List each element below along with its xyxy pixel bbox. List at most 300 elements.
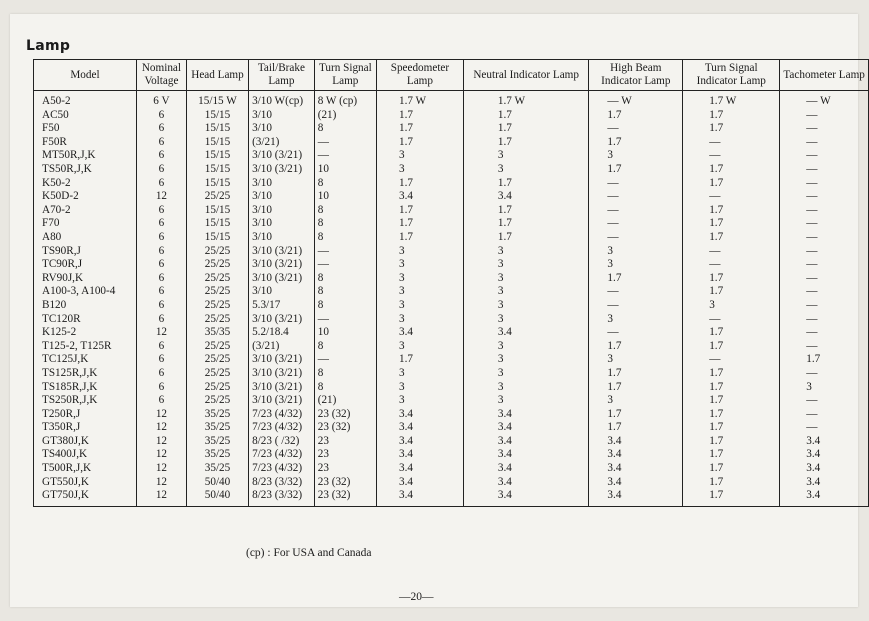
cell-neutral-indicator-lamp: 3 [463, 340, 589, 354]
cell-turn-signal-lamp: 8 W (cp) [314, 91, 376, 109]
cell-model: A50-2 [34, 91, 137, 109]
cell-speedometer-lamp: 3 [376, 367, 463, 381]
cell-speedometer-lamp: 3 [376, 163, 463, 177]
cell-model: TS125R,J,K [34, 367, 137, 381]
cell-head-lamp: 15/15 [186, 136, 248, 150]
cell-high-beam-indicator-lamp: — [589, 285, 683, 299]
cell-neutral-indicator-lamp: 3 [463, 313, 589, 327]
table-row [34, 136, 869, 150]
cell-voltage: 6 [136, 109, 186, 123]
cell-turn-signal-indicator-lamp: — [683, 258, 780, 272]
cell-high-beam-indicator-lamp: 3 [589, 258, 683, 272]
cell-high-beam-indicator-lamp: 1.7 [589, 163, 683, 177]
cell-neutral-indicator-lamp: 3 [463, 285, 589, 299]
cell-turn-signal-indicator-lamp: — [683, 245, 780, 259]
cell-high-beam-indicator-lamp: 1.7 [589, 380, 683, 394]
cell-speedometer-lamp: 3.4 [376, 421, 463, 435]
cell-speedometer-lamp: 3.4 [376, 462, 463, 476]
cell-speedometer-lamp: 1.7 W [376, 91, 463, 109]
page-number: —20— [399, 591, 434, 603]
cell-turn-signal-indicator-lamp: — [683, 136, 780, 150]
cell-speedometer-lamp: 3 [376, 299, 463, 313]
cell-turn-signal-lamp: 8 [314, 340, 376, 354]
cell-head-lamp: 35/25 [186, 462, 248, 476]
table-row [34, 435, 869, 449]
column-header-turn-signal-lamp: Turn Signal Lamp [314, 60, 376, 91]
cell-turn-signal-lamp: 8 [314, 231, 376, 245]
cell-neutral-indicator-lamp: 1.7 [463, 177, 589, 191]
cell-speedometer-lamp: 3 [376, 258, 463, 272]
table-row [34, 91, 869, 109]
cell-tachometer-lamp: — [780, 285, 869, 299]
cell-turn-signal-indicator-lamp: 1.7 [683, 380, 780, 394]
cell-voltage: 6 [136, 149, 186, 163]
cell-speedometer-lamp: 3.4 [376, 476, 463, 490]
cell-tachometer-lamp: — [780, 245, 869, 259]
cell-high-beam-indicator-lamp: 3.4 [589, 476, 683, 490]
cell-model: MT50R,J,K [34, 149, 137, 163]
cell-voltage: 12 [136, 408, 186, 422]
table-row [34, 367, 869, 381]
table-row [34, 421, 869, 435]
cell-high-beam-indicator-lamp: — [589, 177, 683, 191]
cell-tail-brake-lamp: 3/10 W(cp) [249, 91, 315, 109]
cell-voltage: 6 [136, 258, 186, 272]
cell-turn-signal-indicator-lamp: 1.7 [683, 285, 780, 299]
column-header-tachometer-lamp: Tachometer Lamp [780, 60, 869, 91]
cell-neutral-indicator-lamp: 3.4 [463, 190, 589, 204]
cell-tachometer-lamp: 1.7 [780, 353, 869, 367]
cell-voltage: 12 [136, 489, 186, 506]
cell-turn-signal-lamp: — [314, 136, 376, 150]
cell-tachometer-lamp: — [780, 258, 869, 272]
table-row [34, 448, 869, 462]
cell-head-lamp: 25/25 [186, 353, 248, 367]
table-row [34, 109, 869, 123]
cell-speedometer-lamp: 1.7 [376, 122, 463, 136]
cell-neutral-indicator-lamp: 3 [463, 149, 589, 163]
cell-tachometer-lamp: — [780, 326, 869, 340]
cell-model: T250R,J [34, 408, 137, 422]
cell-voltage: 6 [136, 136, 186, 150]
cell-turn-signal-lamp: 23 [314, 448, 376, 462]
cell-turn-signal-indicator-lamp: 1.7 [683, 448, 780, 462]
cell-high-beam-indicator-lamp: 1.7 [589, 421, 683, 435]
cell-turn-signal-indicator-lamp: 1.7 [683, 340, 780, 354]
cell-high-beam-indicator-lamp: 3 [589, 353, 683, 367]
cell-high-beam-indicator-lamp: 3 [589, 394, 683, 408]
cell-head-lamp: 15/15 W [186, 91, 248, 109]
cell-turn-signal-lamp: 10 [314, 326, 376, 340]
cell-turn-signal-lamp: 23 (32) [314, 408, 376, 422]
cell-speedometer-lamp: 3 [376, 285, 463, 299]
cell-tail-brake-lamp: 3/10 (3/21) [249, 380, 315, 394]
column-header-tail-brake-lamp: Tail/Brake Lamp [249, 60, 315, 91]
cell-voltage: 12 [136, 421, 186, 435]
cell-voltage: 6 [136, 245, 186, 259]
cell-speedometer-lamp: 1.7 [376, 109, 463, 123]
cell-neutral-indicator-lamp: 3 [463, 299, 589, 313]
cell-tail-brake-lamp: 3/10 (3/21) [249, 272, 315, 286]
cell-voltage: 12 [136, 435, 186, 449]
cell-turn-signal-lamp: 10 [314, 163, 376, 177]
cell-head-lamp: 15/15 [186, 204, 248, 218]
cell-model: B120 [34, 299, 137, 313]
cell-model: F50 [34, 122, 137, 136]
cell-tachometer-lamp: 3.4 [780, 462, 869, 476]
cell-speedometer-lamp: 3.4 [376, 448, 463, 462]
cell-voltage: 6 V [136, 91, 186, 109]
cell-tail-brake-lamp: 8/23 (3/32) [249, 489, 315, 506]
cell-turn-signal-indicator-lamp: 1.7 [683, 272, 780, 286]
cell-model: K50D-2 [34, 190, 137, 204]
cell-tachometer-lamp: — [780, 204, 869, 218]
cell-tail-brake-lamp: 3/10 (3/21) [249, 313, 315, 327]
table-row [34, 299, 869, 313]
cell-voltage: 6 [136, 313, 186, 327]
cell-model: K125-2 [34, 326, 137, 340]
cell-model: AC50 [34, 109, 137, 123]
cell-neutral-indicator-lamp: 1.7 [463, 231, 589, 245]
cell-tachometer-lamp: — [780, 177, 869, 191]
cell-tail-brake-lamp: 3/10 [249, 177, 315, 191]
cell-neutral-indicator-lamp: 3.4 [463, 489, 589, 506]
cell-tail-brake-lamp: 7/23 (4/32) [249, 462, 315, 476]
cell-head-lamp: 15/15 [186, 177, 248, 191]
table-header [34, 60, 869, 91]
cell-turn-signal-lamp: 8 [314, 299, 376, 313]
cell-speedometer-lamp: 3.4 [376, 190, 463, 204]
cell-neutral-indicator-lamp: 3.4 [463, 462, 589, 476]
cell-speedometer-lamp: 3.4 [376, 408, 463, 422]
cell-tachometer-lamp: — [780, 190, 869, 204]
cell-neutral-indicator-lamp: 1.7 [463, 204, 589, 218]
cell-neutral-indicator-lamp: 3 [463, 245, 589, 259]
column-header-voltage: Nominal Voltage [136, 60, 186, 91]
cell-tachometer-lamp: 3.4 [780, 435, 869, 449]
cell-turn-signal-indicator-lamp: 1.7 [683, 231, 780, 245]
cell-turn-signal-lamp: 8 [314, 367, 376, 381]
cell-tail-brake-lamp: (3/21) [249, 136, 315, 150]
cell-high-beam-indicator-lamp: 3.4 [589, 448, 683, 462]
table-body [34, 91, 869, 507]
cell-head-lamp: 15/15 [186, 231, 248, 245]
cell-voltage: 6 [136, 163, 186, 177]
cell-model: TS50R,J,K [34, 163, 137, 177]
cell-tail-brake-lamp: 3/10 (3/21) [249, 367, 315, 381]
cell-neutral-indicator-lamp: 1.7 [463, 217, 589, 231]
cell-tachometer-lamp: — [780, 163, 869, 177]
cell-tail-brake-lamp: 3/10 [249, 109, 315, 123]
table-row [34, 163, 869, 177]
cell-speedometer-lamp: 1.7 [376, 204, 463, 218]
cell-turn-signal-indicator-lamp: 1.7 [683, 217, 780, 231]
cell-tachometer-lamp: — [780, 231, 869, 245]
table-row [34, 149, 869, 163]
cell-head-lamp: 25/25 [186, 272, 248, 286]
cell-speedometer-lamp: 3 [376, 149, 463, 163]
cell-head-lamp: 35/25 [186, 448, 248, 462]
cell-turn-signal-lamp: — [314, 313, 376, 327]
cell-head-lamp: 25/25 [186, 245, 248, 259]
cell-model: GT380J,K [34, 435, 137, 449]
cell-neutral-indicator-lamp: 3.4 [463, 326, 589, 340]
cell-tachometer-lamp: — [780, 340, 869, 354]
cell-voltage: 6 [136, 340, 186, 354]
section-title: Lamp [26, 38, 71, 54]
cell-voltage: 6 [136, 122, 186, 136]
cell-model: GT750J,K [34, 489, 137, 506]
header-row [34, 60, 869, 91]
cell-speedometer-lamp: 3 [376, 245, 463, 259]
cell-head-lamp: 25/25 [186, 380, 248, 394]
table-row [34, 122, 869, 136]
cell-high-beam-indicator-lamp: 1.7 [589, 340, 683, 354]
cell-tachometer-lamp: 3.4 [780, 448, 869, 462]
cell-tail-brake-lamp: 3/10 [249, 204, 315, 218]
cell-turn-signal-indicator-lamp: 1.7 [683, 122, 780, 136]
cell-tail-brake-lamp: 3/10 [249, 231, 315, 245]
cell-head-lamp: 15/15 [186, 109, 248, 123]
cell-high-beam-indicator-lamp: — [589, 217, 683, 231]
cell-tail-brake-lamp: 3/10 (3/21) [249, 353, 315, 367]
cell-speedometer-lamp: 1.7 [376, 353, 463, 367]
cell-high-beam-indicator-lamp: — [589, 190, 683, 204]
cell-neutral-indicator-lamp: 1.7 [463, 136, 589, 150]
cell-head-lamp: 25/25 [186, 258, 248, 272]
cell-tail-brake-lamp: 3/10 (3/21) [249, 149, 315, 163]
cell-tail-brake-lamp: 3/10 [249, 217, 315, 231]
cell-tail-brake-lamp: 8/23 (3/32) [249, 476, 315, 490]
cell-tachometer-lamp: — [780, 367, 869, 381]
cell-turn-signal-lamp: (21) [314, 109, 376, 123]
cell-neutral-indicator-lamp: 1.7 W [463, 91, 589, 109]
cell-model: TC120R [34, 313, 137, 327]
cell-voltage: 6 [136, 353, 186, 367]
cell-head-lamp: 25/25 [186, 340, 248, 354]
cell-high-beam-indicator-lamp: 3 [589, 313, 683, 327]
cell-model: K50-2 [34, 177, 137, 191]
cell-turn-signal-indicator-lamp: 1.7 [683, 408, 780, 422]
cell-speedometer-lamp: 1.7 [376, 217, 463, 231]
cell-tachometer-lamp: 3 [780, 380, 869, 394]
cell-turn-signal-lamp: 8 [314, 285, 376, 299]
cell-turn-signal-lamp: (21) [314, 394, 376, 408]
cell-turn-signal-indicator-lamp: 1.7 [683, 326, 780, 340]
column-header-high-beam-indicator-lamp: High Beam Indicator Lamp [589, 60, 683, 91]
cell-turn-signal-indicator-lamp: 1.7 [683, 421, 780, 435]
cell-turn-signal-lamp: — [314, 258, 376, 272]
cell-tail-brake-lamp: (3/21) [249, 340, 315, 354]
cell-voltage: 6 [136, 204, 186, 218]
cell-high-beam-indicator-lamp: 3.4 [589, 435, 683, 449]
cell-turn-signal-indicator-lamp: — [683, 190, 780, 204]
cell-tachometer-lamp: — [780, 272, 869, 286]
cell-tail-brake-lamp: 7/23 (4/32) [249, 408, 315, 422]
cell-high-beam-indicator-lamp: — [589, 122, 683, 136]
cell-tachometer-lamp: 3.4 [780, 489, 869, 506]
cell-model: TS400J,K [34, 448, 137, 462]
cell-tachometer-lamp: — [780, 109, 869, 123]
cell-high-beam-indicator-lamp: 3.4 [589, 489, 683, 506]
cell-model: GT550J,K [34, 476, 137, 490]
cell-turn-signal-lamp: 10 [314, 190, 376, 204]
cell-model: TS250R,J,K [34, 394, 137, 408]
table-row [34, 204, 869, 218]
cell-tachometer-lamp: — [780, 408, 869, 422]
cell-high-beam-indicator-lamp: 1.7 [589, 367, 683, 381]
cell-head-lamp: 15/15 [186, 122, 248, 136]
table-row [34, 231, 869, 245]
cell-turn-signal-lamp: 8 [314, 177, 376, 191]
cell-high-beam-indicator-lamp: 3 [589, 245, 683, 259]
cell-head-lamp: 15/15 [186, 149, 248, 163]
cell-head-lamp: 25/25 [186, 285, 248, 299]
cell-neutral-indicator-lamp: 3 [463, 272, 589, 286]
cell-high-beam-indicator-lamp: — [589, 299, 683, 313]
cell-model: T500R,J,K [34, 462, 137, 476]
cell-model: F50R [34, 136, 137, 150]
cell-turn-signal-lamp: — [314, 149, 376, 163]
cell-turn-signal-lamp: 23 [314, 435, 376, 449]
cell-speedometer-lamp: 1.7 [376, 177, 463, 191]
cell-head-lamp: 50/40 [186, 489, 248, 506]
cell-tachometer-lamp: — [780, 217, 869, 231]
cell-neutral-indicator-lamp: 3 [463, 163, 589, 177]
cell-high-beam-indicator-lamp: 1.7 [589, 272, 683, 286]
cell-voltage: 6 [136, 299, 186, 313]
cell-head-lamp: 25/25 [186, 299, 248, 313]
cell-model: RV90J,K [34, 272, 137, 286]
cell-high-beam-indicator-lamp: 1.7 [589, 408, 683, 422]
cell-turn-signal-indicator-lamp: 1.7 [683, 204, 780, 218]
cell-tachometer-lamp: — [780, 299, 869, 313]
cell-head-lamp: 35/25 [186, 408, 248, 422]
table-row [34, 190, 869, 204]
cell-tachometer-lamp: 3.4 [780, 476, 869, 490]
footnote: (cp) : For USA and Canada [246, 547, 372, 559]
cell-model: TS90R,J [34, 245, 137, 259]
cell-turn-signal-indicator-lamp: 1.7 [683, 367, 780, 381]
cell-voltage: 6 [136, 380, 186, 394]
cell-high-beam-indicator-lamp: — [589, 231, 683, 245]
cell-neutral-indicator-lamp: 3 [463, 380, 589, 394]
cell-model: A80 [34, 231, 137, 245]
cell-turn-signal-lamp: 8 [314, 272, 376, 286]
table-row [34, 408, 869, 422]
cell-neutral-indicator-lamp: 1.7 [463, 122, 589, 136]
cell-turn-signal-indicator-lamp: 1.7 [683, 163, 780, 177]
cell-turn-signal-indicator-lamp: 1.7 [683, 462, 780, 476]
cell-turn-signal-lamp: 23 (32) [314, 489, 376, 506]
cell-head-lamp: 25/25 [186, 394, 248, 408]
cell-tail-brake-lamp: 7/23 (4/32) [249, 448, 315, 462]
cell-neutral-indicator-lamp: 3.4 [463, 408, 589, 422]
table-row [34, 177, 869, 191]
table-row [34, 340, 869, 354]
cell-tachometer-lamp: — [780, 149, 869, 163]
cell-voltage: 6 [136, 367, 186, 381]
cell-model: A100-3, A100-4 [34, 285, 137, 299]
cell-high-beam-indicator-lamp: — [589, 326, 683, 340]
cell-model: F70 [34, 217, 137, 231]
table-row [34, 476, 869, 490]
cell-turn-signal-lamp: 8 [314, 380, 376, 394]
cell-voltage: 6 [136, 231, 186, 245]
cell-turn-signal-indicator-lamp: 1.7 [683, 109, 780, 123]
cell-model: T350R,J [34, 421, 137, 435]
table-row [34, 258, 869, 272]
cell-head-lamp: 35/25 [186, 421, 248, 435]
cell-turn-signal-indicator-lamp: 3 [683, 299, 780, 313]
cell-model: A70-2 [34, 204, 137, 218]
cell-head-lamp: 15/15 [186, 217, 248, 231]
cell-head-lamp: 35/35 [186, 326, 248, 340]
cell-neutral-indicator-lamp: 1.7 [463, 109, 589, 123]
cell-speedometer-lamp: 3 [376, 313, 463, 327]
cell-high-beam-indicator-lamp: 1.7 [589, 136, 683, 150]
column-header-neutral-indicator-lamp: Neutral Indicator Lamp [463, 60, 589, 91]
cell-turn-signal-lamp: 23 (32) [314, 476, 376, 490]
table-row [34, 285, 869, 299]
table-row [34, 380, 869, 394]
table-row [34, 326, 869, 340]
cell-tail-brake-lamp: 3/10 (3/21) [249, 163, 315, 177]
column-header-head-lamp: Head Lamp [186, 60, 248, 91]
cell-model: TC125J,K [34, 353, 137, 367]
cell-tail-brake-lamp: 3/10 [249, 190, 315, 204]
cell-turn-signal-lamp: 8 [314, 217, 376, 231]
cell-head-lamp: 25/25 [186, 313, 248, 327]
column-header-model: Model [34, 60, 137, 91]
cell-tachometer-lamp: — [780, 122, 869, 136]
table-row [34, 245, 869, 259]
cell-speedometer-lamp: 3 [376, 340, 463, 354]
cell-neutral-indicator-lamp: 3 [463, 367, 589, 381]
cell-tachometer-lamp: — W [780, 91, 869, 109]
cell-speedometer-lamp: 3.4 [376, 326, 463, 340]
cell-tail-brake-lamp: 5.3/17 [249, 299, 315, 313]
cell-speedometer-lamp: 3 [376, 272, 463, 286]
cell-neutral-indicator-lamp: 3 [463, 394, 589, 408]
cell-neutral-indicator-lamp: 3.4 [463, 476, 589, 490]
lamp-spec-table [33, 59, 869, 507]
cell-head-lamp: 50/40 [186, 476, 248, 490]
column-header-speedometer-lamp: Speedometer Lamp [376, 60, 463, 91]
cell-high-beam-indicator-lamp: — W [589, 91, 683, 109]
cell-tail-brake-lamp: 3/10 [249, 122, 315, 136]
cell-turn-signal-lamp: 8 [314, 204, 376, 218]
cell-turn-signal-indicator-lamp: 1.7 [683, 435, 780, 449]
cell-head-lamp: 25/25 [186, 190, 248, 204]
cell-head-lamp: 25/25 [186, 367, 248, 381]
cell-neutral-indicator-lamp: 3.4 [463, 435, 589, 449]
cell-model: T125-2, T125R [34, 340, 137, 354]
cell-turn-signal-indicator-lamp: 1.7 [683, 394, 780, 408]
cell-speedometer-lamp: 3.4 [376, 435, 463, 449]
cell-neutral-indicator-lamp: 3 [463, 258, 589, 272]
cell-voltage: 6 [136, 394, 186, 408]
cell-voltage: 6 [136, 217, 186, 231]
cell-voltage: 6 [136, 272, 186, 286]
cell-voltage: 12 [136, 448, 186, 462]
cell-high-beam-indicator-lamp: 3 [589, 149, 683, 163]
cell-voltage: 12 [136, 190, 186, 204]
cell-speedometer-lamp: 3 [376, 380, 463, 394]
column-header-turn-signal-indicator-lamp: Turn Signal Indicator Lamp [683, 60, 780, 91]
table-row [34, 489, 869, 506]
cell-speedometer-lamp: 3 [376, 394, 463, 408]
